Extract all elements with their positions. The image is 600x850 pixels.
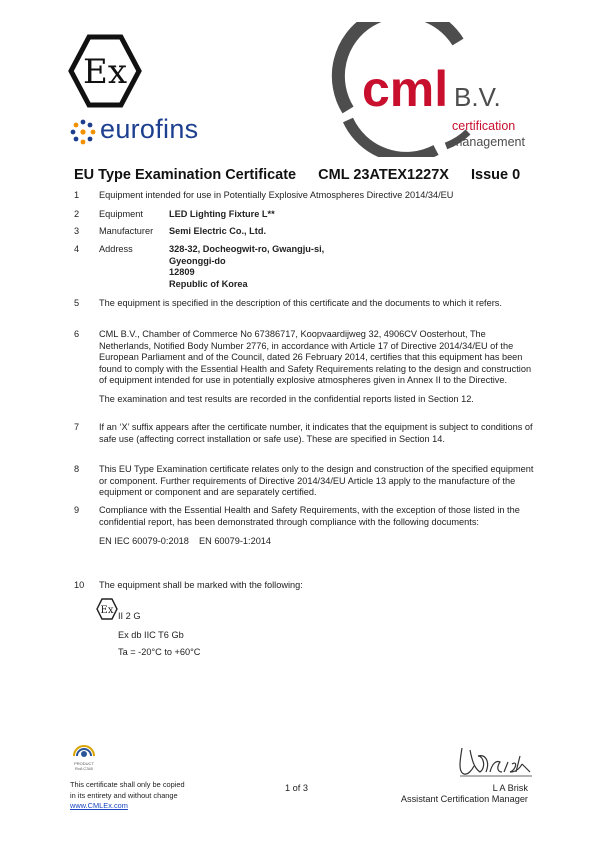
accreditation-mark-icon bbox=[70, 740, 98, 774]
ex-atex-logo bbox=[68, 34, 142, 108]
section-text: This EU Type Examination certificate relates only to the design and construction of the specified equipment or component. Further requirements of Directive 2014/34/EU Article 13 apply to the manufacture of the equipment or component and are separately certified. bbox=[99, 464, 534, 498]
section-number: 1 bbox=[74, 190, 80, 200]
cml-website-link[interactable]: www.CMLEx.com bbox=[70, 801, 128, 811]
section-3 bbox=[74, 226, 534, 238]
certificate-title bbox=[74, 167, 538, 183]
address-label: Address bbox=[99, 244, 133, 254]
standards-list bbox=[99, 536, 534, 548]
certificate-number: CML 23ATEX1227X bbox=[318, 167, 449, 183]
section-4 bbox=[74, 244, 534, 290]
section-7 bbox=[74, 422, 534, 445]
section-6 bbox=[74, 329, 534, 406]
copy-notice-line: in its entirety and without change bbox=[70, 790, 178, 800]
copy-notice-line: This certificate shall only be copied bbox=[70, 780, 185, 789]
eurofins-wordmark: eurofins bbox=[100, 114, 199, 144]
marking-ambient: Ta = -20°C to +60°C bbox=[118, 647, 201, 657]
ex-marking-icon bbox=[96, 598, 118, 620]
svg-text:cml: cml bbox=[362, 61, 449, 117]
signatory-name: L A Brisk bbox=[492, 783, 528, 793]
equipment-value: LED Lighting Fixture L** bbox=[169, 209, 275, 219]
section-number: 9 bbox=[74, 505, 80, 515]
section-5 bbox=[74, 298, 534, 310]
section-text: If an ‘X’ suffix appears after the certificate number, it indicates that the equipment is subject to conditions of safe use (affecting correct installation or safe use). These are specified in Section 14. bbox=[99, 422, 533, 444]
equipment-label: Equipment bbox=[99, 209, 143, 219]
page-number: 1 of 3 bbox=[285, 783, 308, 793]
certificate-issue: Issue 0 bbox=[471, 167, 521, 183]
section-text-2: The examination and test results are recorded in the confidential reports listed in Section 12. bbox=[99, 393, 474, 404]
handwritten-signature bbox=[456, 742, 536, 780]
section-text: CML B.V., Chamber of Commerce No 67386717, Koopvaardijweg 32, 4906CV Oosterhout, The Netherlands, Notified Body Number 2776, in accordance with Article 17 of Directive 2014/34/EU of the European Parliament and of the Council, dated 26 February 2014, certifies that this equipment has been found to comply with the Essential Health and Safety Requirements relating to the design and construction of equipment intended for use in potentially explosive atmospheres given in Annex II to the Directive. bbox=[99, 329, 532, 386]
section-number: 10 bbox=[74, 580, 85, 590]
copy-notice bbox=[70, 780, 185, 812]
signatory-role: Assistant Certification Manager bbox=[400, 794, 528, 805]
marking-category: II 2 G bbox=[118, 611, 141, 621]
svg-text:RvA C340: RvA C340 bbox=[74, 766, 94, 771]
address-value bbox=[169, 244, 324, 290]
svg-text:Ex: Ex bbox=[83, 52, 127, 92]
section-number: 7 bbox=[74, 422, 80, 432]
section-9 bbox=[74, 505, 534, 548]
section-1 bbox=[74, 190, 534, 202]
address-line: Gyeonggi-do bbox=[169, 255, 226, 266]
section-10 bbox=[74, 580, 534, 592]
address-line: Republic of Korea bbox=[169, 278, 248, 289]
standard-item: EN 60079-1:2014 bbox=[199, 536, 272, 547]
section-number: 5 bbox=[74, 298, 80, 308]
section-text: Equipment intended for use in Potentially Explosive Atmospheres Directive 2014/34/EU bbox=[99, 190, 454, 200]
section-number: 8 bbox=[74, 464, 80, 474]
section-text: The equipment shall be marked with the following: bbox=[99, 580, 303, 590]
signatory-block bbox=[401, 783, 528, 806]
certificate-type: EU Type Examination Certificate bbox=[74, 167, 297, 183]
svg-text:PRODUCT: PRODUCT bbox=[74, 761, 94, 766]
address-line: 12809 bbox=[169, 267, 195, 278]
standard-item: EN IEC 60079-0:2018 bbox=[99, 536, 189, 547]
section-2 bbox=[74, 209, 534, 221]
section-number: 4 bbox=[74, 244, 80, 254]
section-number: 3 bbox=[74, 226, 80, 236]
marking-protection: Ex db IIC T6 Gb bbox=[118, 630, 184, 640]
eurofins-dots-icon bbox=[70, 119, 96, 145]
section-number: 6 bbox=[74, 329, 80, 339]
section-number: 2 bbox=[74, 209, 80, 219]
svg-text:Ex: Ex bbox=[100, 605, 114, 616]
svg-text:B.V.: B.V. bbox=[454, 82, 501, 112]
section-text: The equipment is specified in the description of this certificate and the documents to which it refers. bbox=[99, 298, 502, 308]
svg-text:certification: certification bbox=[452, 119, 516, 133]
manufacturer-label: Manufacturer bbox=[99, 226, 154, 236]
address-line: 328-32, Docheogwit-ro, Gwangju-si, bbox=[169, 244, 325, 254]
manufacturer-value: Semi Electric Co., Ltd. bbox=[169, 226, 267, 236]
svg-text:management: management bbox=[452, 135, 525, 149]
section-8 bbox=[74, 464, 534, 499]
section-text: Compliance with the Essential Health and Safety Requirements, with the exception of those listed in the confidential report, has been demonstrated through compliance with the following documents: bbox=[99, 505, 520, 527]
cml-certification-logo bbox=[318, 22, 548, 157]
